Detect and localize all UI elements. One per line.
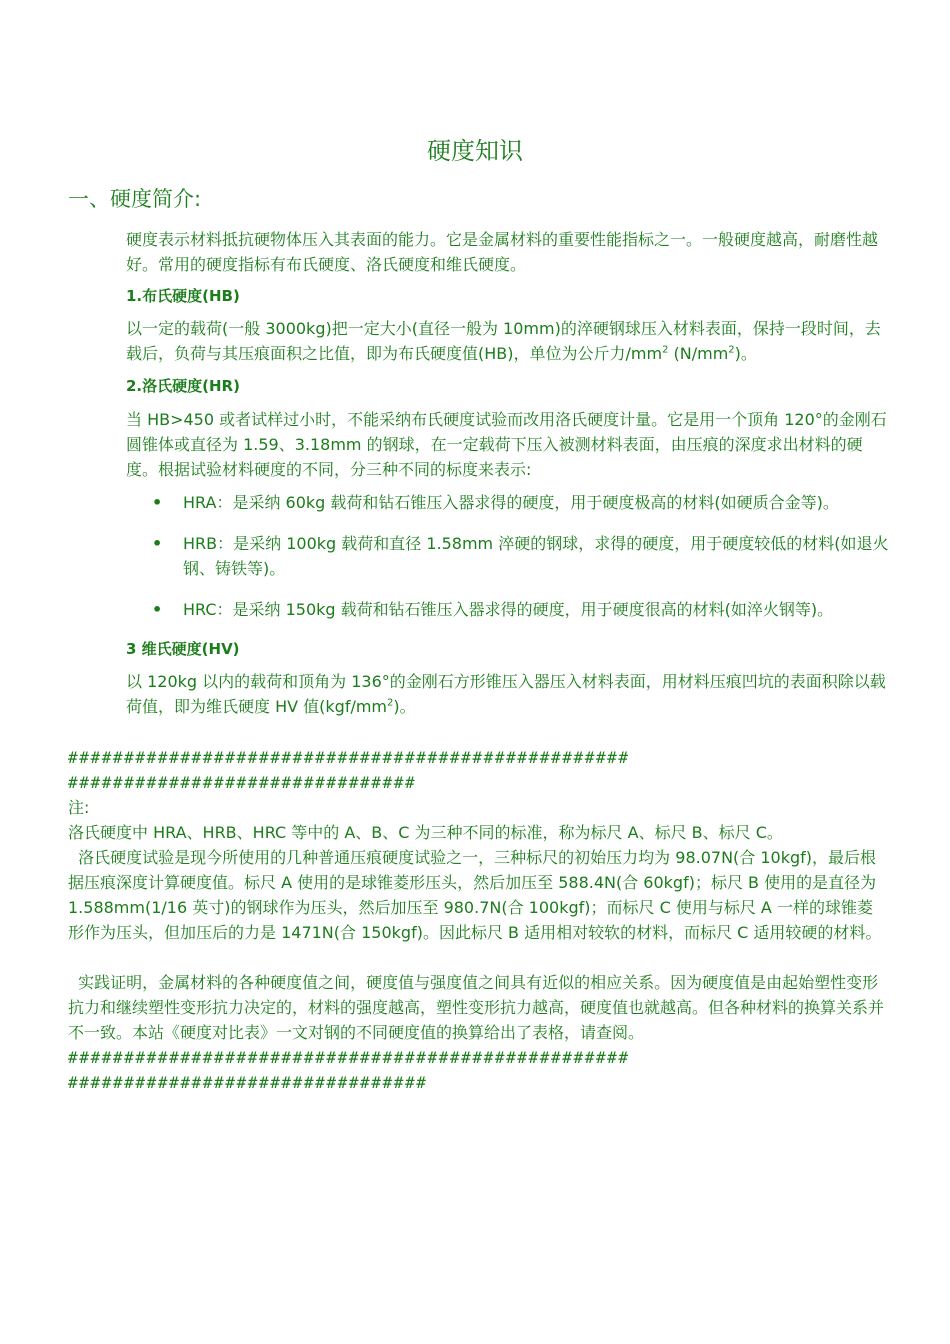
vickers-heading: 3 维氏硬度(HV) (126, 640, 240, 658)
separator-line: ################################ (68, 1073, 428, 1092)
brinell-text-end: )。 (734, 344, 757, 363)
vickers-paragraph (126, 669, 894, 719)
intro-paragraph: 硬度表示材料抵抗硬物体压入其表面的能力。它是金属材料的重要性能指标之一。一般硬度越高，耐磨性越好。常用的硬度指标有布氏硬度、洛氏硬度和维氏硬度。 (126, 230, 879, 274)
section-heading: 一、硬度简介: (68, 187, 202, 211)
brinell-text-unit: (N/mm (668, 344, 729, 363)
note-line: 洛氏硬度中 HRA、HRB、HRC 等中的 A、B、C 为三种不同的标准，称为标尺 A、标尺 B、标尺 C。 (68, 823, 783, 842)
list-item-text: HRC：是采纳 150kg 载荷和钻石锥压入器求得的硬度，用于硬度很高的材料(如淬火钢等)。 (183, 600, 834, 619)
document-title: 硬度知识 (427, 137, 523, 165)
brinell-paragraph (126, 316, 894, 366)
list-item (152, 490, 892, 515)
superscript: 2 (387, 697, 394, 709)
separator-line: ################################################## (68, 1048, 630, 1067)
note-label: 注: (68, 798, 90, 817)
rockwell-paragraph: 当 HB>450 或者试样过小时，不能采纳布氏硬度试验而改用洛氏硬度计量。它是用一个顶角 120°的金刚石圆锥体或直径为 1.59、3.18mm 的钢球，在一定载荷下压入被测材料表面，由压痕的深度求出材料的硬度。根据试验材料硬度的不同，分三种不同的标度来表示: (126, 410, 887, 479)
list-item (152, 531, 892, 581)
rockwell-heading: 2.洛氏硬度(HR) (126, 377, 240, 395)
note-paragraph: 洛氏硬度试验是现今所使用的几种普通压痕硬度试验之一，三种标尺的初始压力均为 98.07N(合 10kgf)，最后根据压痕深度计算硬度值。标尺 A 使用的是球锥菱形压头，然后加压至 588.4N(合 60kgf)；标尺 B 使用的是直径为 1.588mm(1/16 英寸)的钢球作为压头，然后加压至 980.7N(合 100kgf)；而标尺 C 使用与标尺 A 一样的球锥菱形作为压头，但加压后的力是 1471N(合 150kgf)。因此标尺 B 适用相对较软的材料，而标尺 C 适用较硬的材料。 (68, 848, 882, 942)
list-item-text: HRA：是采纳 60kg 载荷和钻石锥压入器求得的硬度，用于硬度极高的材料(如硬质合金等)。 (183, 493, 839, 512)
bullet-icon: • (152, 600, 163, 619)
separator-line: ############################### (68, 773, 417, 792)
list-item-text: HRB：是采纳 100kg 载荷和直径 1.58mm 淬硬的钢球，求得的硬度，用于硬度较低的材料(如退火钢、铸铁等)。 (183, 534, 889, 578)
bullet-icon: • (152, 493, 163, 512)
vickers-text: 以 120kg 以内的载荷和顶角为 136°的金刚石方形锥压入器压入材料表面，用材料压痕凹坑的表面积除以载荷值，即为维氏硬度 HV 值(kgf/mm (126, 672, 886, 716)
superscript: 2 (728, 344, 735, 356)
list-item (152, 597, 892, 622)
bullet-icon: • (152, 534, 163, 553)
separator-line: ################################################## (68, 748, 630, 767)
brinell-text: 以一定的载荷(一般 3000kg)把一定大小(直径一般为 10mm)的淬硬钢球压入材料表面，保持一段时间，去载后，负荷与其压痕面积之比值，即为布氏硬度值(HB)，单位为公斤力/mm (126, 319, 881, 363)
note-paragraph: 实践证明，金属材料的各种硬度值之间，硬度值与强度值之间具有近似的相应关系。因为硬度值是由起始塑性变形抗力和继续塑性变形抗力决定的，材料的强度越高，塑性变形抗力越高，硬度值也就越高。但各种材料的换算关系并不一致。本站《硬度对比表》一文对钢的不同硬度值的换算给出了表格，请查阅。 (68, 973, 885, 1042)
superscript: 2 (662, 344, 669, 356)
vickers-text-end: )。 (393, 697, 416, 716)
brinell-heading: 1.布氏硬度(HB) (126, 287, 240, 305)
